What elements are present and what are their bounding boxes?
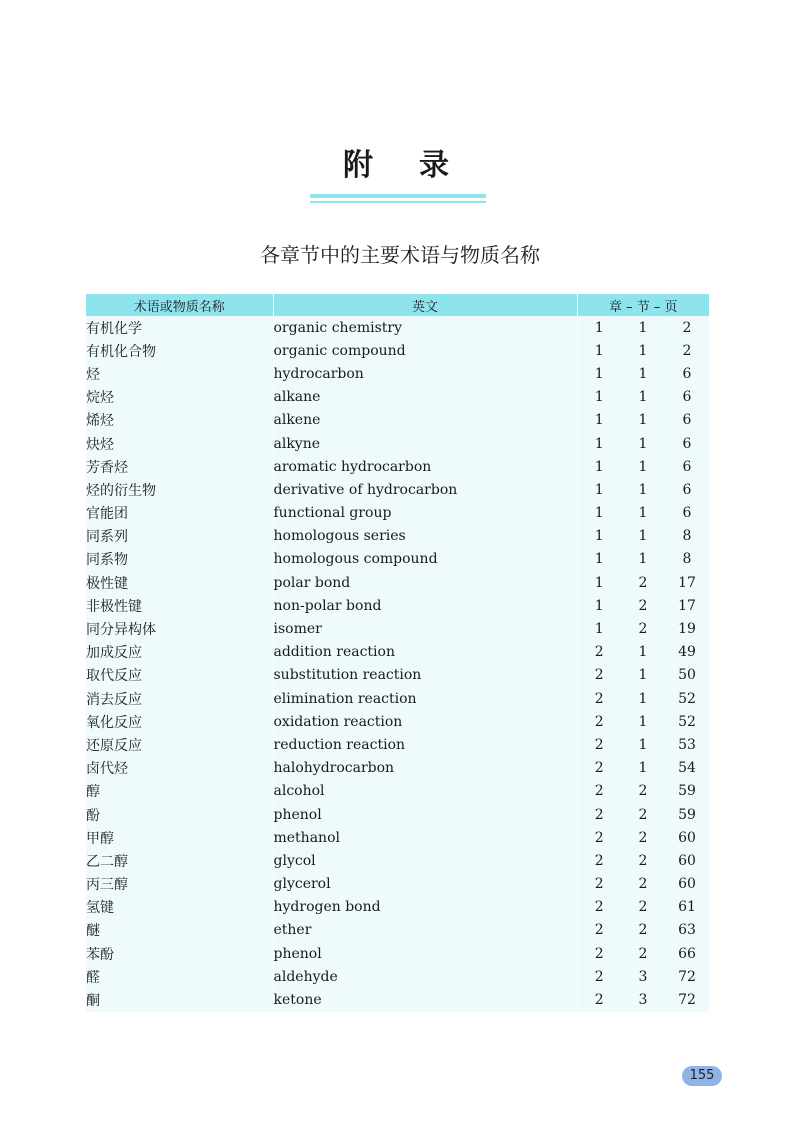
table-row (86, 339, 709, 362)
table-row (86, 873, 709, 896)
term-cell: 卤代烃 (86, 761, 128, 778)
page-cell: 6 (682, 481, 692, 498)
section-cell: 2 (638, 829, 648, 846)
section-cell: 2 (638, 574, 648, 591)
table-row (86, 525, 709, 548)
term-cell: 氧化反应 (86, 714, 142, 731)
english-cell: alcohol (273, 780, 577, 803)
chapter-cell: 2 (577, 896, 621, 919)
section-subtitle: 各章节中的主要术语与物质名称 (260, 243, 540, 267)
english-cell: aldehyde (273, 965, 577, 988)
page-cell: 8 (682, 528, 692, 545)
page-cell: 61 (678, 899, 696, 916)
page-number-badge: 155 (682, 1066, 722, 1086)
term-cell: 醛 (86, 969, 100, 986)
term-cell: 消去反应 (86, 691, 142, 708)
chapter-cell: 2 (577, 873, 621, 896)
section-cell: 1 (638, 458, 648, 475)
english-cell: hydrogen bond (273, 896, 577, 919)
chapter-cell: 2 (577, 757, 621, 780)
page-cell: 72 (678, 968, 696, 985)
page-cell: 2 (682, 319, 692, 336)
english-cell: reduction reaction (273, 733, 577, 756)
page-cell: 54 (678, 760, 696, 777)
english-cell: homologous compound (273, 548, 577, 571)
english-cell: non-polar bond (273, 594, 577, 617)
section-cell: 1 (638, 481, 648, 498)
header-english: 英文 (273, 294, 577, 316)
term-cell: 有机化学 (86, 320, 142, 337)
term-cell: 烃 (86, 366, 100, 383)
english-cell: glycol (273, 849, 577, 872)
term-cell: 炔烃 (86, 436, 114, 453)
page-cell: 72 (678, 992, 696, 1009)
page-cell: 52 (678, 690, 696, 707)
table-row (86, 617, 709, 640)
page-cell: 8 (682, 551, 692, 568)
english-cell: glycerol (273, 873, 577, 896)
section-cell: 3 (638, 968, 648, 985)
page-cell: 6 (682, 389, 692, 406)
chapter-cell: 1 (577, 455, 621, 478)
table-row (86, 780, 709, 803)
page-cell: 6 (682, 412, 692, 429)
term-cell: 丙三醇 (86, 877, 128, 894)
terms-table (86, 294, 709, 1012)
header-chapter-section-page: 章 – 节 – 页 (577, 294, 709, 316)
chapter-cell: 1 (577, 386, 621, 409)
section-cell: 1 (638, 365, 648, 382)
term-cell: 烃的衍生物 (86, 482, 156, 499)
chapter-cell: 2 (577, 733, 621, 756)
table-row (86, 478, 709, 501)
table-row (86, 849, 709, 872)
term-cell: 加成反应 (86, 645, 142, 662)
chapter-cell: 1 (577, 617, 621, 640)
section-cell: 1 (638, 667, 648, 684)
section-cell: 1 (638, 505, 648, 522)
chapter-cell: 2 (577, 710, 621, 733)
section-cell: 1 (638, 528, 648, 545)
page-cell: 49 (678, 644, 696, 661)
english-cell: aromatic hydrocarbon (273, 455, 577, 478)
table-row (86, 316, 709, 339)
section-cell: 1 (638, 342, 648, 359)
term-cell: 同系物 (86, 552, 128, 569)
section-cell: 2 (638, 852, 648, 869)
table-row (86, 733, 709, 756)
table-header-row (86, 294, 709, 316)
page-cell: 6 (682, 435, 692, 452)
table-row (86, 919, 709, 942)
english-cell: phenol (273, 803, 577, 826)
page-cell: 6 (682, 505, 692, 522)
chapter-cell: 1 (577, 339, 621, 362)
chapter-cell: 1 (577, 525, 621, 548)
page-cell: 66 (678, 945, 696, 962)
term-cell: 还原反应 (86, 737, 142, 754)
section-cell: 1 (638, 389, 648, 406)
term-cell: 取代反应 (86, 668, 142, 685)
term-cell: 烯烃 (86, 413, 114, 430)
page-cell: 6 (682, 458, 692, 475)
chapter-cell: 1 (577, 571, 621, 594)
table-row (86, 664, 709, 687)
english-cell: halohydrocarbon (273, 757, 577, 780)
section-cell: 1 (638, 736, 648, 753)
english-cell: alkene (273, 409, 577, 432)
chapter-cell: 1 (577, 362, 621, 385)
table-row (86, 826, 709, 849)
section-cell: 1 (638, 690, 648, 707)
english-cell: oxidation reaction (273, 710, 577, 733)
chapter-cell: 2 (577, 965, 621, 988)
page-title: 附 录 (343, 148, 457, 183)
section-cell: 1 (638, 435, 648, 452)
table-row (86, 896, 709, 919)
english-cell: polar bond (273, 571, 577, 594)
english-cell: phenol (273, 942, 577, 965)
term-cell: 烷烃 (86, 390, 114, 407)
page-cell: 59 (678, 806, 696, 823)
chapter-cell: 2 (577, 988, 621, 1011)
chapter-cell: 2 (577, 919, 621, 942)
english-cell: organic compound (273, 339, 577, 362)
section-cell: 1 (638, 713, 648, 730)
chapter-cell: 2 (577, 664, 621, 687)
table-row (86, 687, 709, 710)
table-row (86, 409, 709, 432)
chapter-cell: 2 (577, 803, 621, 826)
term-cell: 官能团 (86, 506, 128, 523)
term-cell: 非极性键 (86, 598, 142, 615)
table-row (86, 641, 709, 664)
chapter-cell: 1 (577, 432, 621, 455)
term-cell: 极性键 (86, 575, 128, 592)
title-underline-thin (310, 201, 486, 203)
section-cell: 2 (638, 899, 648, 916)
chapter-cell: 2 (577, 942, 621, 965)
section-cell: 2 (638, 945, 648, 962)
chapter-cell: 2 (577, 826, 621, 849)
table-row (86, 571, 709, 594)
term-cell: 同分异构体 (86, 622, 156, 639)
section-cell: 2 (638, 806, 648, 823)
page-cell: 53 (678, 736, 696, 753)
section-cell: 1 (638, 644, 648, 661)
table-row (86, 942, 709, 965)
page-cell: 52 (678, 713, 696, 730)
table-row (86, 362, 709, 385)
section-cell: 2 (638, 876, 648, 893)
chapter-cell: 1 (577, 316, 621, 339)
section-cell: 1 (638, 551, 648, 568)
page-cell: 19 (678, 621, 696, 638)
page-cell: 50 (678, 667, 696, 684)
chapter-cell: 1 (577, 502, 621, 525)
term-cell: 氢键 (86, 900, 114, 917)
section-cell: 1 (638, 760, 648, 777)
term-cell: 乙二醇 (86, 853, 128, 870)
term-cell: 酚 (86, 807, 100, 824)
section-cell: 3 (638, 992, 648, 1009)
chapter-cell: 2 (577, 687, 621, 710)
english-cell: derivative of hydrocarbon (273, 478, 577, 501)
table-row (86, 548, 709, 571)
page-cell: 59 (678, 783, 696, 800)
term-cell: 醇 (86, 784, 100, 801)
table-row (86, 455, 709, 478)
table-row (86, 594, 709, 617)
section-cell: 1 (638, 412, 648, 429)
table-row (86, 710, 709, 733)
english-cell: homologous series (273, 525, 577, 548)
term-cell: 有机化合物 (86, 343, 156, 360)
english-cell: hydrocarbon (273, 362, 577, 385)
table-row (86, 502, 709, 525)
section-cell: 2 (638, 597, 648, 614)
page-cell: 60 (678, 876, 696, 893)
section-cell: 1 (638, 319, 648, 336)
table-row (86, 988, 709, 1011)
english-cell: ether (273, 919, 577, 942)
chapter-cell: 2 (577, 849, 621, 872)
page-cell: 6 (682, 365, 692, 382)
english-cell: ketone (273, 988, 577, 1011)
english-cell: substitution reaction (273, 664, 577, 687)
title-underline (310, 194, 486, 198)
english-cell: functional group (273, 502, 577, 525)
chapter-cell: 1 (577, 594, 621, 617)
section-cell: 2 (638, 783, 648, 800)
term-cell: 醚 (86, 923, 100, 940)
english-cell: alkane (273, 386, 577, 409)
chapter-cell: 1 (577, 409, 621, 432)
term-cell: 酮 (86, 993, 100, 1010)
header-term: 术语或物质名称 (86, 294, 273, 316)
table-row (86, 803, 709, 826)
page-cell: 17 (678, 597, 696, 614)
english-cell: alkyne (273, 432, 577, 455)
english-cell: organic chemistry (273, 316, 577, 339)
section-cell: 2 (638, 621, 648, 638)
term-cell: 苯酚 (86, 946, 114, 963)
table-row (86, 432, 709, 455)
page-cell: 63 (678, 922, 696, 939)
english-cell: addition reaction (273, 641, 577, 664)
page-cell: 17 (678, 574, 696, 591)
term-cell: 同系列 (86, 529, 128, 546)
english-cell: isomer (273, 617, 577, 640)
chapter-cell: 2 (577, 780, 621, 803)
table-row (86, 386, 709, 409)
english-cell: elimination reaction (273, 687, 577, 710)
page-cell: 60 (678, 852, 696, 869)
term-cell: 芳香烃 (86, 459, 128, 476)
term-cell: 甲醇 (86, 830, 114, 847)
section-cell: 2 (638, 922, 648, 939)
chapter-cell: 2 (577, 641, 621, 664)
table-row (86, 965, 709, 988)
page-cell: 60 (678, 829, 696, 846)
english-cell: methanol (273, 826, 577, 849)
chapter-cell: 1 (577, 548, 621, 571)
table-row (86, 757, 709, 780)
chapter-cell: 1 (577, 478, 621, 501)
page-cell: 2 (682, 342, 692, 359)
